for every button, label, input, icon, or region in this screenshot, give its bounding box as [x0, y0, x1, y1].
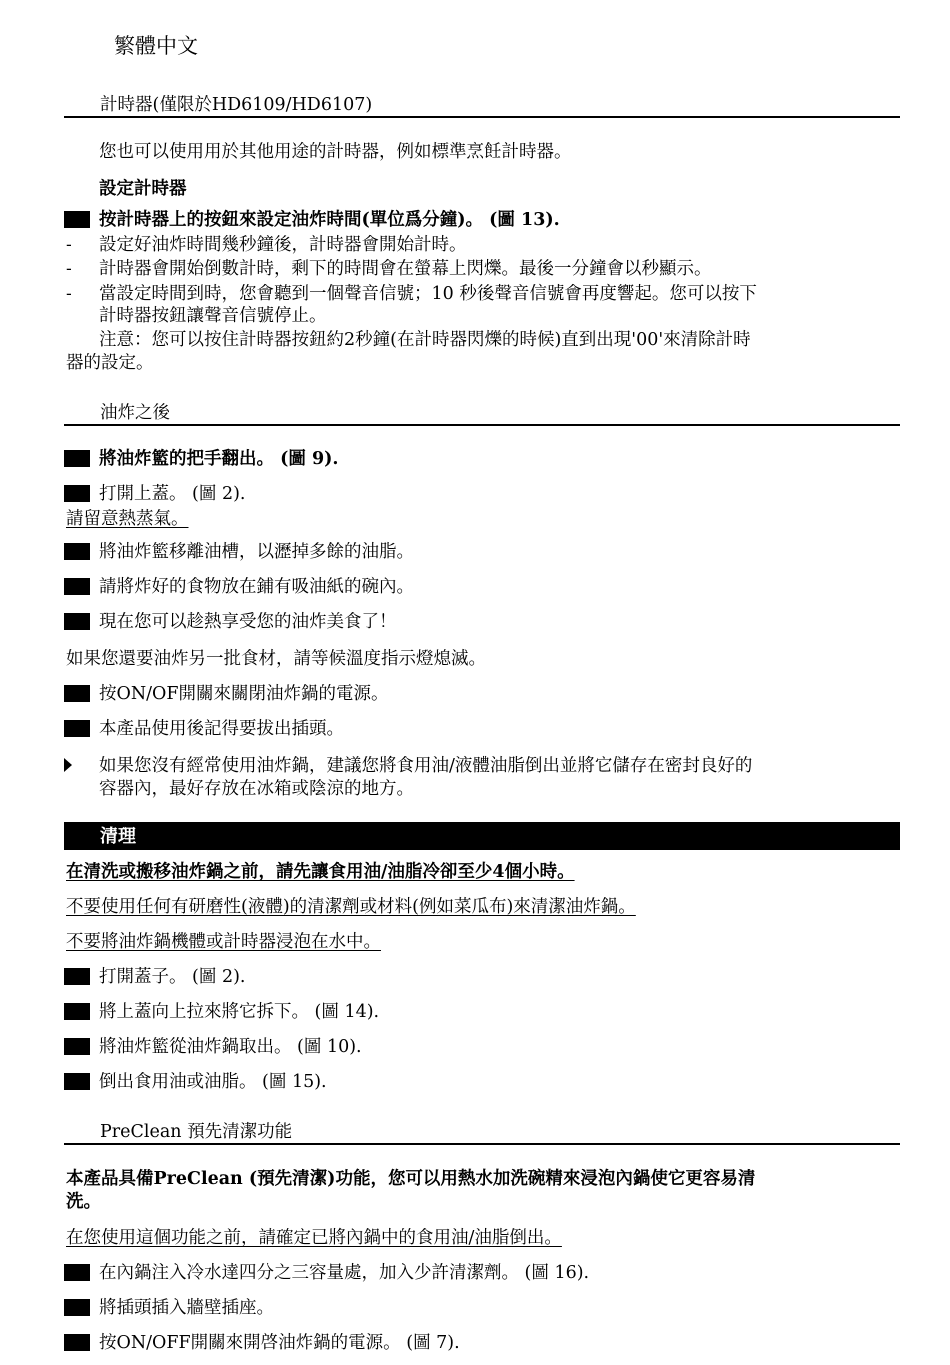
after-step-4: 請將炸好的食物放在鋪有吸油紙的碗內。: [99, 577, 414, 597]
bullet-square-icon: [64, 450, 90, 467]
bullet-square-icon: [64, 720, 90, 737]
after-tip-line-2: 容器內，最好存放在冰箱或陰涼的地方。: [99, 779, 414, 799]
dash-icon: -: [66, 235, 72, 255]
preclean-step-1: 在內鍋注入冷水達四分之三容量處，加入少許清潔劑。 (圖 16).: [99, 1263, 590, 1283]
dash-icon: -: [66, 284, 72, 304]
clean-warning-2: 不要使用任何有研磨性(液體)的清潔劑或材料(例如菜瓜布)來清潔油炸鍋。: [66, 897, 636, 917]
bullet-square-icon: [64, 1334, 90, 1351]
bullet-square-icon: [64, 543, 90, 560]
bullet-square-icon: [64, 1299, 90, 1316]
timer-intro: 您也可以使用用於其他用途的計時器，例如標準烹飪計時器。: [99, 142, 572, 162]
timer-dash-1: 設定好油炸時間幾秒鐘後，計時器會開始計時。: [99, 235, 467, 255]
bullet-square-icon: [64, 211, 90, 228]
dash-icon: -: [66, 259, 72, 279]
clean-heading: 清理: [100, 826, 136, 847]
bullet-square-icon: [64, 1003, 90, 1020]
clean-section-header: [64, 822, 900, 850]
bullet-square-icon: [64, 1073, 90, 1090]
tip-arrow-icon: [64, 758, 72, 772]
clean-step-1: 打開蓋子。 (圖 2).: [99, 967, 246, 987]
bullet-square-icon: [64, 613, 90, 630]
timer-dash-3-line-2: 計時器按鈕讓聲音信號停止。: [99, 306, 327, 326]
bullet-square-icon: [64, 578, 90, 595]
bullet-square-icon: [64, 968, 90, 985]
timer-note-line-2: 器的設定。: [66, 353, 154, 373]
after-step-7: 本產品使用後記得要拔出插頭。: [99, 719, 344, 739]
timer-dash-2: 計時器會開始倒數計時，剩下的時間會在螢幕上閃爍。最後一分鐘會以秒顯示。: [99, 259, 712, 279]
after-warning: 請留意熱蒸氣。: [66, 509, 189, 529]
clean-step-4: 倒出食用油或油脂。 (圖 15).: [99, 1072, 327, 1092]
clean-step-2: 將上蓋向上拉來將它拆下。 (圖 14).: [99, 1002, 380, 1022]
after-step-5: 現在您可以趁熱享受您的油炸美食了！: [99, 612, 397, 632]
bullet-square-icon: [64, 485, 90, 502]
timer-note-line-1: 注意：您可以按住計時器按鈕約2秒鐘(在計時器閃爍的時候)直到出現'00'來清除計時: [99, 330, 751, 350]
language-label: 繁體中文: [114, 34, 198, 58]
after-step-1: 將油炸籃的把手翻出。 (圖 9).: [99, 449, 339, 469]
bullet-square-icon: [64, 1264, 90, 1281]
clean-warning-1: 在清洗或搬移油炸鍋之前，請先讓食用油/油脂冷卻至少4個小時。: [66, 862, 575, 882]
timer-heading: 計時器(僅限於HD6109/HD6107): [100, 95, 373, 115]
preclean-warning: 在您使用這個功能之前，請確定已將內鍋中的食用油/油脂倒出。: [66, 1228, 562, 1248]
preclean-heading: PreClean 預先清潔功能: [100, 1122, 293, 1142]
bullet-square-icon: [64, 1038, 90, 1055]
preclean-step-2: 將插頭插入牆壁插座。: [99, 1298, 274, 1318]
after-tip-line-1: 如果您沒有經常使用油炸鍋，建議您將食用油/液體油脂倒出並將它儲存在密封良好的: [99, 756, 753, 776]
clean-warning-3: 不要將油炸鍋機體或計時器浸泡在水中。: [66, 932, 381, 952]
after-step-6: 按ON/OF開關來關閉油炸鍋的電源。: [99, 684, 389, 704]
after-section-header: [64, 402, 900, 426]
after-heading: 油炸之後: [100, 403, 170, 423]
after-paragraph: 如果您還要油炸另一批食材，請等候溫度指示燈熄滅。: [66, 649, 486, 669]
preclean-section-header: [64, 1121, 900, 1145]
preclean-intro-line-1: 本產品具備PreClean (預先清潔)功能，您可以用熱水加洗碗精來浸泡內鍋使它更容易清: [66, 1169, 756, 1189]
preclean-step-3: 按ON/OFF開關來開啓油炸鍋的電源。 (圖 7).: [99, 1333, 460, 1353]
timer-section-header: [64, 94, 900, 118]
timer-step-1: 按計時器上的按鈕來設定油炸時間(單位爲分鐘)。 (圖 13).: [99, 210, 560, 230]
clean-step-3: 將油炸籃從油炸鍋取出。 (圖 10).: [99, 1037, 362, 1057]
timer-dash-3-line-1: 當設定時間到時，您會聽到一個聲音信號；10 秒後聲音信號會再度響起。您可以按下: [99, 284, 757, 304]
after-step-3: 將油炸籃移離油槽，以瀝掉多餘的油脂。: [99, 542, 414, 562]
bullet-square-icon: [64, 685, 90, 702]
preclean-intro-line-2: 洗。: [66, 1192, 101, 1212]
timer-subheading: 設定計時器: [99, 179, 187, 199]
after-step-2: 打開上蓋。 (圖 2).: [99, 484, 246, 504]
